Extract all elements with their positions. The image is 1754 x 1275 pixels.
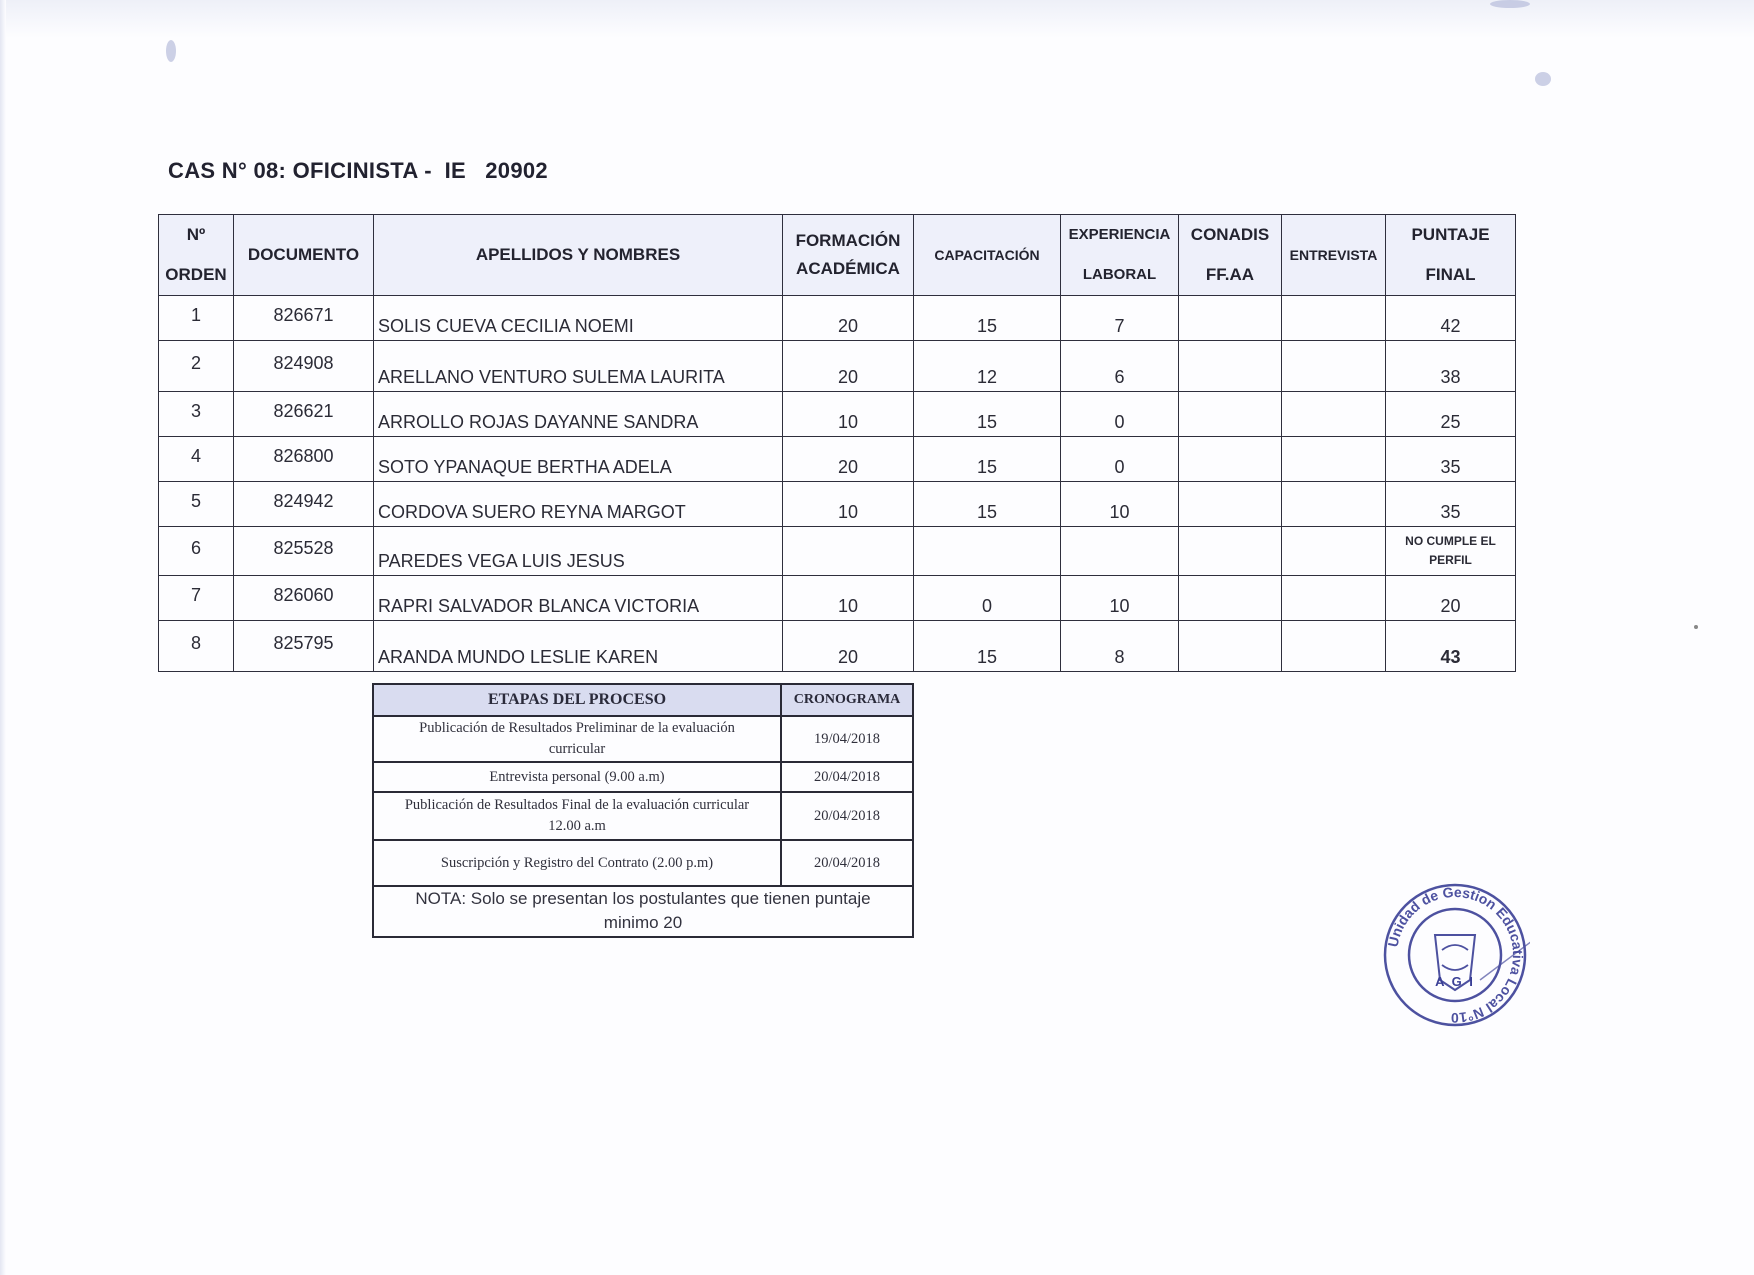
header-puntaje: PUNTAJE FINAL (1386, 215, 1516, 296)
table-row (159, 527, 1516, 576)
cell-conadis (1179, 296, 1282, 341)
cell-entrevista (1282, 296, 1386, 341)
cell-experiencia: 7 (1061, 296, 1179, 341)
cell-capacitacion: 15 (914, 482, 1061, 527)
table-row (159, 341, 1516, 392)
cell-capacitacion: 15 (914, 392, 1061, 437)
cell-puntaje: 42 (1386, 296, 1516, 341)
header-cronograma: CRONOGRAMA (781, 684, 913, 716)
cell-orden: 8 (159, 621, 234, 672)
scan-speck (1535, 72, 1551, 86)
cell-nombre: ARROLLO ROJAS DAYANNE SANDRA (374, 392, 783, 437)
cell-orden: 6 (159, 527, 234, 576)
cell-formacion (783, 527, 914, 576)
header-documento: DOCUMENTO (234, 215, 374, 296)
header-etapas: ETAPAS DEL PROCESO (373, 684, 781, 716)
cell-etapa: Suscripción y Registro del Contrato (2.00 p.m) (373, 840, 781, 886)
table-row (159, 621, 1516, 672)
cell-orden: 2 (159, 341, 234, 392)
cell-experiencia: 10 (1061, 576, 1179, 621)
cell-experiencia: 10 (1061, 482, 1179, 527)
table-row (159, 296, 1516, 341)
cell-capacitacion (914, 527, 1061, 576)
cell-conadis (1179, 392, 1282, 437)
cell-documento: 826800 (234, 437, 374, 482)
cell-orden: 4 (159, 437, 234, 482)
cell-experiencia: 8 (1061, 621, 1179, 672)
cell-documento: 825795 (234, 621, 374, 672)
header-formacion: FORMACIÓN ACADÉMICA (783, 215, 914, 296)
results-header-row (159, 215, 1516, 296)
cell-experiencia: 0 (1061, 392, 1179, 437)
results-table (158, 214, 1516, 672)
cell-etapa: Publicación de Resultados Preliminar de la evaluación curricular (373, 716, 781, 762)
schedule-table (372, 683, 914, 938)
cell-nombre: PAREDES VEGA LUIS JESUS (374, 527, 783, 576)
cell-documento: 825528 (234, 527, 374, 576)
cell-conadis (1179, 621, 1282, 672)
cell-experiencia: 6 (1061, 341, 1179, 392)
scan-speck (166, 40, 176, 62)
cell-nombre: SOTO YPANAQUE BERTHA ADELA (374, 437, 783, 482)
cell-puntaje: 43 (1386, 621, 1516, 672)
cell-nombre: ARELLANO VENTURO SULEMA LAURITA (374, 341, 783, 392)
header-apellidos-nombres: APELLIDOS Y NOMBRES (374, 215, 783, 296)
cell-conadis (1179, 341, 1282, 392)
cell-orden: 5 (159, 482, 234, 527)
cell-puntaje: 25 (1386, 392, 1516, 437)
cell-nombre: RAPRI SALVADOR BLANCA VICTORIA (374, 576, 783, 621)
cell-formacion: 20 (783, 341, 914, 392)
header-orden: Nº ORDEN (159, 215, 234, 296)
header-conadis: CONADIS FF.AA (1179, 215, 1282, 296)
cell-experiencia (1061, 527, 1179, 576)
cell-formacion: 10 (783, 392, 914, 437)
cell-conadis (1179, 437, 1282, 482)
cell-conadis (1179, 527, 1282, 576)
header-entrevista: ENTREVISTA (1282, 215, 1386, 296)
cell-fecha: 19/04/2018 (781, 716, 913, 762)
table-row (159, 482, 1516, 527)
schedule-note: NOTA: Solo se presentan los postulantes que tienen puntaje minimo 20 (373, 886, 913, 937)
cell-entrevista (1282, 482, 1386, 527)
cell-conadis (1179, 482, 1282, 527)
schedule-row (373, 716, 913, 762)
cell-capacitacion: 0 (914, 576, 1061, 621)
table-row (159, 392, 1516, 437)
cell-fecha: 20/04/2018 (781, 840, 913, 886)
cell-entrevista (1282, 437, 1386, 482)
cell-documento: 824942 (234, 482, 374, 527)
cell-orden: 1 (159, 296, 234, 341)
document-title: CAS N° 08: OFICINISTA - IE 20902 (168, 158, 548, 183)
cell-etapa: Entrevista personal (9.00 a.m) (373, 762, 781, 792)
table-row (159, 576, 1516, 621)
cell-orden: 3 (159, 392, 234, 437)
header-capacitacion: CAPACITACIÓN (914, 215, 1061, 296)
schedule-note-row (373, 886, 913, 937)
cell-orden: 7 (159, 576, 234, 621)
cell-puntaje: 20 (1386, 576, 1516, 621)
cell-etapa: Publicación de Resultados Final de la evaluación curricular 12.00 a.m (373, 792, 781, 840)
cell-capacitacion: 15 (914, 296, 1061, 341)
schedule-row (373, 840, 913, 886)
header-experiencia: EXPERIENCIA LABORAL (1061, 215, 1179, 296)
cell-documento: 826060 (234, 576, 374, 621)
cell-nombre: SOLIS CUEVA CECILIA NOEMI (374, 296, 783, 341)
cell-formacion: 10 (783, 576, 914, 621)
cell-capacitacion: 15 (914, 437, 1061, 482)
cell-conadis (1179, 576, 1282, 621)
schedule-row (373, 792, 913, 840)
cell-puntaje-no-cumple: NO CUMPLE EL PERFIL (1386, 527, 1516, 576)
official-seal-stamp (1380, 880, 1530, 1030)
scan-speck (1490, 0, 1530, 8)
cell-formacion: 20 (783, 296, 914, 341)
cell-fecha: 20/04/2018 (781, 762, 913, 792)
cell-documento: 826671 (234, 296, 374, 341)
cell-formacion: 20 (783, 621, 914, 672)
cell-experiencia: 0 (1061, 437, 1179, 482)
scan-speck (1694, 625, 1698, 629)
svg-text:A G I: A G I (1435, 974, 1475, 989)
cell-entrevista (1282, 621, 1386, 672)
cell-documento: 824908 (234, 341, 374, 392)
cell-puntaje: 38 (1386, 341, 1516, 392)
scan-border-left (0, 0, 6, 1275)
cell-capacitacion: 12 (914, 341, 1061, 392)
cell-puntaje: 35 (1386, 482, 1516, 527)
schedule-header-row (373, 684, 913, 716)
cell-entrevista (1282, 527, 1386, 576)
cell-fecha: 20/04/2018 (781, 792, 913, 840)
svg-text:Unidad de Gestion Educativa Lo: Unidad de Gestion Educativa Local N°10 (1384, 883, 1527, 1027)
cell-nombre: ARANDA MUNDO LESLIE KAREN (374, 621, 783, 672)
cell-entrevista (1282, 392, 1386, 437)
cell-nombre: CORDOVA SUERO REYNA MARGOT (374, 482, 783, 527)
cell-formacion: 20 (783, 437, 914, 482)
cell-capacitacion: 15 (914, 621, 1061, 672)
table-row (159, 437, 1516, 482)
cell-formacion: 10 (783, 482, 914, 527)
cell-entrevista (1282, 576, 1386, 621)
cell-entrevista (1282, 341, 1386, 392)
cell-puntaje: 35 (1386, 437, 1516, 482)
cell-documento: 826621 (234, 392, 374, 437)
schedule-row (373, 762, 913, 792)
